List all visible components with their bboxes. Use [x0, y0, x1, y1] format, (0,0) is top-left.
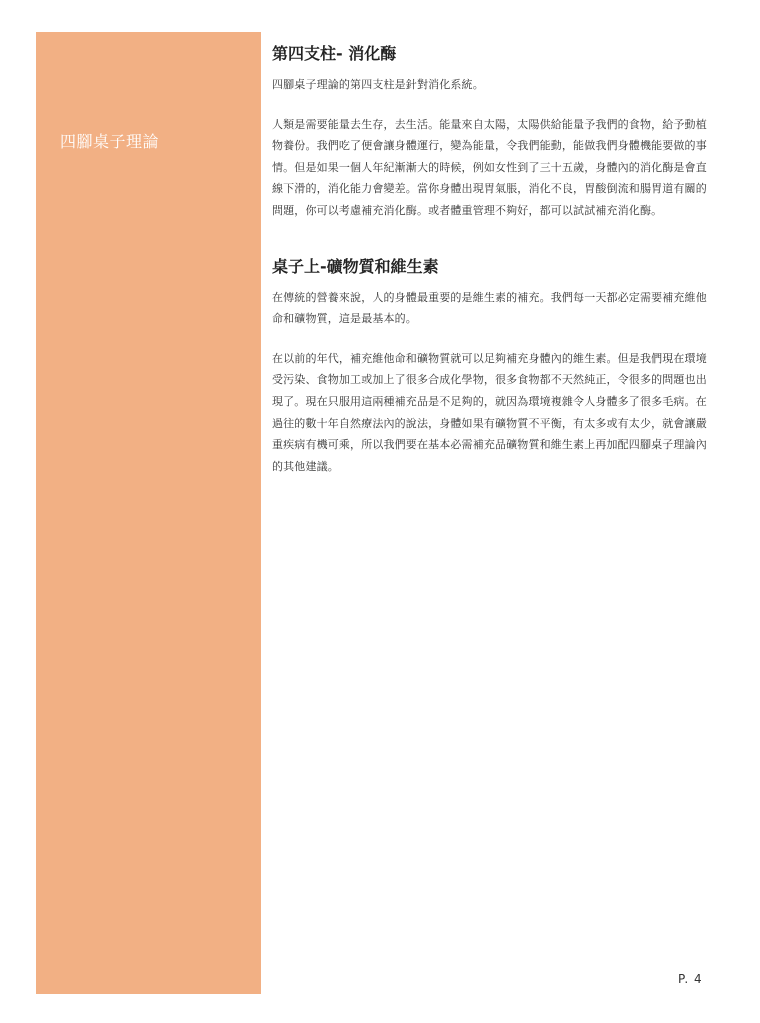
section-heading-minerals-vitamins: 桌子上-礦物質和維生素: [272, 256, 439, 276]
sidebar-panel: [36, 32, 261, 994]
section-intro-paragraph: 四腳桌子理論的第四支柱是針對消化系統。: [272, 78, 484, 91]
section-paragraph-2: 在以前的年代，補充維他命和礦物質就可以足夠補充身體內的維生素。但是我們現在環境受污染、食物加工或加上了很多合成化學物，很多食物都不天然純正，令很多的問題也出現了。現在只服用這兩種補充品是不足夠的，就因為環境複雜令人身體多了很多毛病。在過往的數十年自然療法內的說法，身體如果有礦物質不平衡，有太多或有太少，就會讓嚴重疾病有機可乘，所以我們要在基本必需補充品礦物質和維生素上再加配四腳桌子理論內的其他建議。: [272, 351, 707, 473]
section-heading-digestive-enzymes: 第四支柱- 消化酶: [272, 44, 397, 63]
sidebar-title: 四腳桌子理論: [60, 132, 160, 151]
section-paragraph-1: 在傳統的營養來說，人的身體最重要的是維生素的補充。我們每一天都必定需要補充維他命和礦物質，這是最基本的。: [272, 290, 707, 326]
page-number: P. 4: [678, 972, 703, 986]
main-content: [272, 40, 708, 477]
section-body-paragraph: 人類是需要能量去生存，去生活。能量來自太陽，太陽供給能量予我們的食物，給予動植物養份。我們吃了便會讓身體運行，變為能量，令我們能動，能做我們身體機能要做的事情。但是如果一個人年紀漸漸大的時候，例如女性到了三十五歲，身體內的消化酶是會直線下滑的，消化能力會變差。當你身體出現胃氣脹，消化不良，胃酸倒流和腸胃道有關的問題，你可以考慮補充消化酶。或者體重管理不夠好，都可以試試補充消化酶。: [272, 117, 707, 217]
